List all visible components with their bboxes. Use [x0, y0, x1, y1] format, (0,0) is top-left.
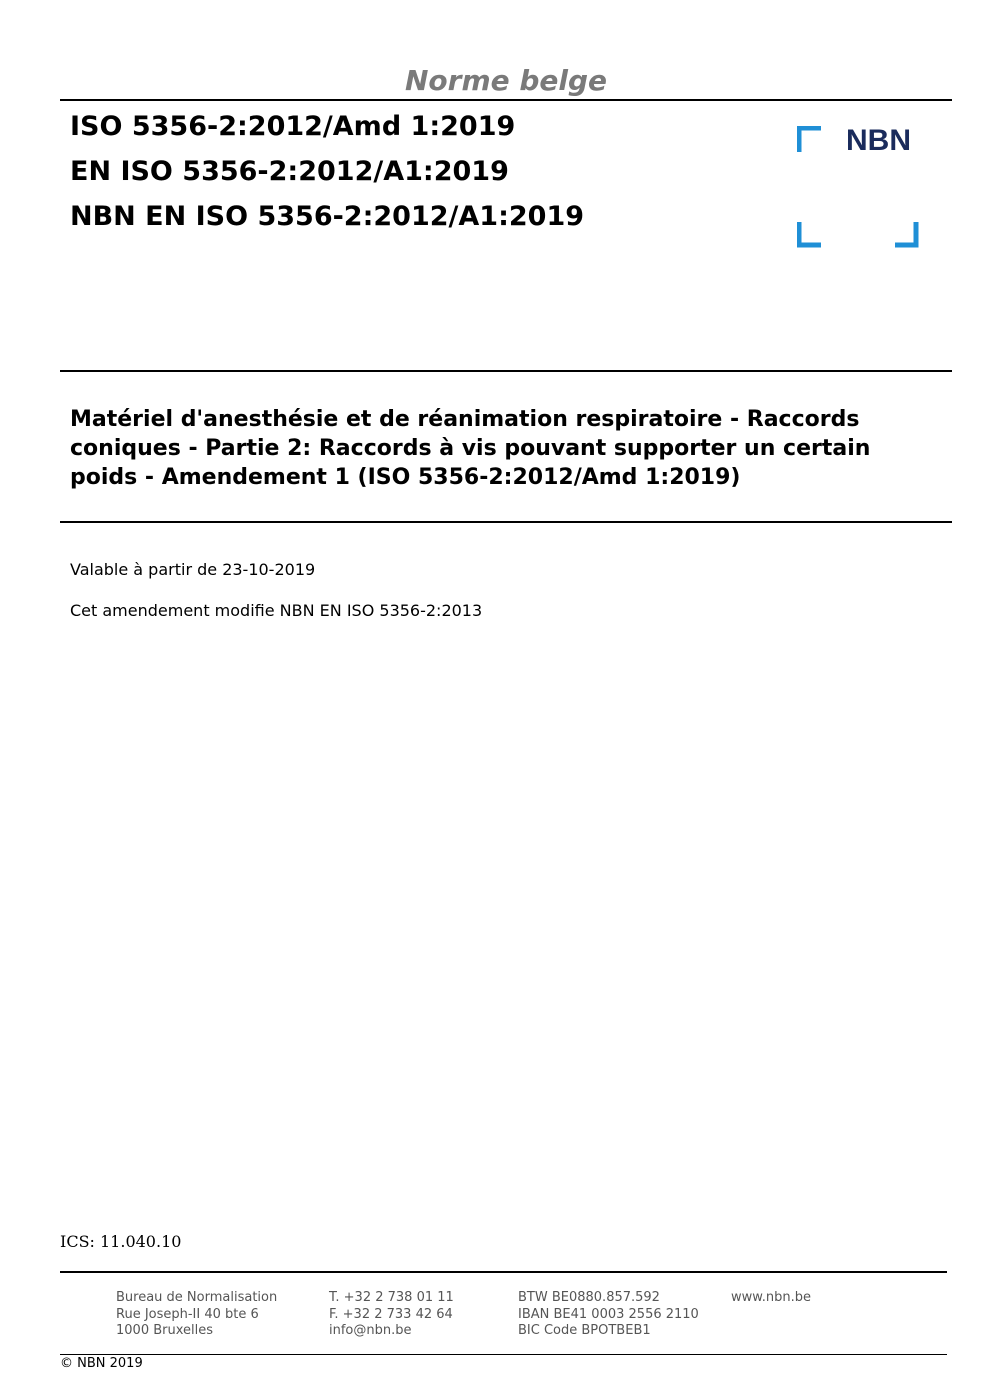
- footer-bank: [518, 1290, 699, 1340]
- copyright: © NBN 2019: [60, 1356, 143, 1371]
- footer-email: info@nbn.be: [329, 1323, 412, 1338]
- footer-iban: IBAN BE41 0003 2556 2110: [518, 1306, 699, 1322]
- standard-number-nbn: NBN EN ISO 5356-2:2012/A1:2019: [70, 201, 585, 232]
- divider: [60, 99, 952, 101]
- document-title: Matériel d'anesthésie et de réanimation respiratoire - Raccords coniques - Partie 2: Raccords à vis pouvant supporter un certain poids - Amendement 1 (ISO 5356-2:2012/Amd 1:2019): [70, 407, 871, 490]
- footer-bic: BIC Code BPOTBEB1: [518, 1323, 651, 1338]
- validity-date: Valable à partir de 23-10-2019: [70, 560, 316, 579]
- footer-address-line: Bureau de Normalisation: [116, 1290, 278, 1305]
- divider: [60, 1271, 947, 1273]
- amendment-note: Cet amendement modifie NBN EN ISO 5356-2:2013: [70, 601, 483, 620]
- footer-contact: [329, 1290, 454, 1340]
- footer-website-link: www.nbn.be: [731, 1290, 811, 1305]
- footer-address-line: 1000 Bruxelles: [116, 1323, 214, 1338]
- standard-number-iso: ISO 5356-2:2012/Amd 1:2019: [70, 111, 516, 142]
- ics-code: ICS: 11.040.10: [60, 1232, 182, 1251]
- document-type-label: Norme belge: [404, 64, 608, 97]
- footer-address: [116, 1290, 277, 1340]
- footer-website: [731, 1290, 811, 1307]
- nbn-bracket-logo-icon: [797, 126, 921, 248]
- nbn-logo-text: NBN: [846, 126, 911, 157]
- footer-fax: F. +32 2 733 42 64: [329, 1306, 453, 1322]
- footer-vat: BTW BE0880.857.592: [518, 1290, 660, 1305]
- standard-number-en: EN ISO 5356-2:2012/A1:2019: [70, 156, 509, 187]
- nbn-logo: [797, 126, 921, 248]
- divider: [60, 1354, 947, 1355]
- footer-address-line: Rue Joseph-II 40 bte 6: [116, 1306, 259, 1322]
- divider: [60, 370, 952, 372]
- divider: [60, 521, 952, 523]
- footer-phone: T. +32 2 738 01 11: [329, 1290, 454, 1305]
